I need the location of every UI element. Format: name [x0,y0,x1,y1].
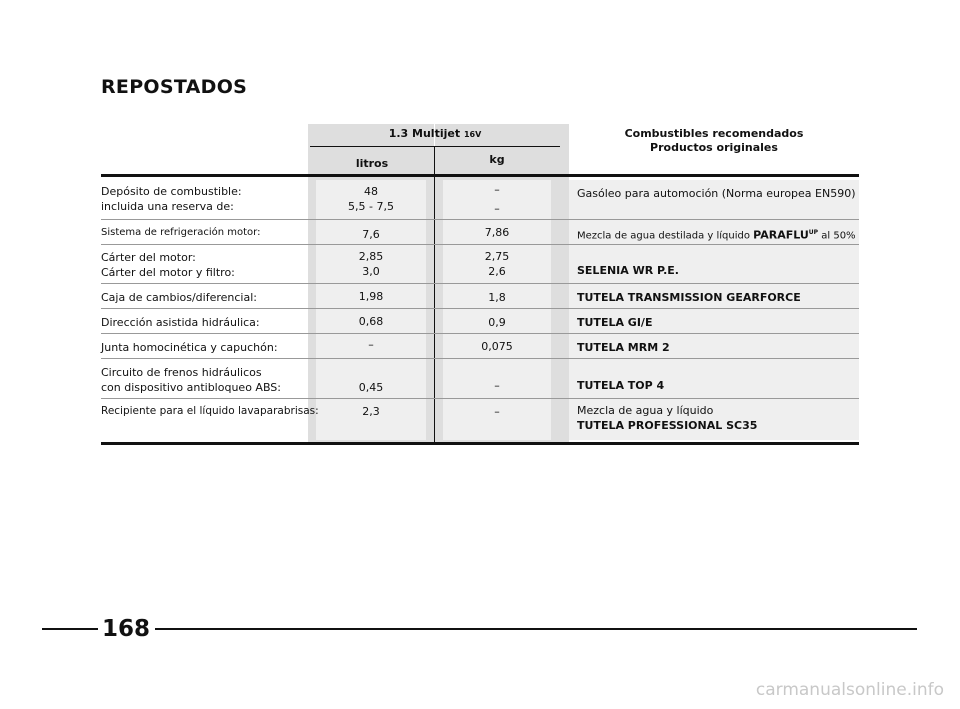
fuels-column-band [559,124,569,444]
liters-value: 7,6 [362,228,380,241]
table-bottom-rule [101,442,859,445]
fuel-value: TUTELA MRM 2 [577,341,670,354]
column-divider [434,147,435,445]
row-label: Depósito de combustible: incluida una reserva de: [101,185,242,213]
kg-value: 7,86 [484,226,510,239]
liters-value: 1,98 [358,290,384,303]
liters-value: 2,85 3,0 [358,250,384,278]
fuel-value: TUTELA TRANSMISSION GEARFORCE [577,291,801,304]
fuels-header [569,127,859,155]
page-number: 168 [102,616,151,642]
kg-header: kg [489,153,505,166]
fuels-header-line2: Productos originales [650,141,778,154]
footer-rule-left [42,628,98,630]
fuel-value: Gasóleo para automoción (Norma europea EN590) [577,187,856,200]
fuel-value: SELENIA WR P.E. [577,264,679,277]
liters-value: – [368,338,374,351]
kg-value: 0,075 [481,340,513,353]
row-divider [101,308,859,309]
engine-header-rule [310,146,560,147]
liters-header: litros [355,157,389,170]
row-label: Dirección asistida hidráulica: [101,316,260,329]
fuels-header-line1: Combustibles recomendados [624,127,804,140]
page-title: REPOSTADOS [101,76,248,98]
engine-header [310,127,560,140]
row-label: Sistema de refrigeración motor: [101,227,261,238]
row-label: Circuito de frenos hidráulicos con dispositivo antibloqueo ABS: [101,366,281,394]
kg-value: – [494,405,500,418]
row-divider [101,358,859,359]
row-divider [101,398,859,399]
watermark: carmanualsonline.info [755,680,944,700]
row-label: Junta homocinética y capuchón: [101,341,278,354]
kg-value: – [494,379,500,392]
row-label: Cárter del motor: Cárter del motor y filtro: [101,251,235,279]
liters-value: 2,3 [362,405,380,418]
fuel-value: Mezcla de agua destilada y líquido $PARAFLU^{UP}$ al 50% [577,228,856,242]
fuel-value: Mezcla de agua y líquido TUTELA PROFESSIONAL SC35 [577,404,758,432]
row-divider [101,244,859,245]
row-divider [101,283,859,284]
row-divider [101,219,859,220]
row-label: Recipiente para el líquido lavaparabrisas: [101,405,319,417]
liters-value: 0,45 [358,381,384,394]
kg-value: 1,8 [488,291,506,304]
engine-name: 1.3 Multijet [388,127,461,140]
row-divider [101,333,859,334]
fuel-value: TUTELA TOP 4 [577,379,665,392]
fuel-value: TUTELA GI/E [577,316,653,329]
kg-value: 0,9 [488,316,506,329]
row-label: Caja de cambios/diferencial: [101,291,257,304]
engine-suffix: 16V [463,130,482,139]
kg-value: – – [494,183,500,215]
header-bottom-rule [101,174,859,177]
footer-rule-right [155,628,917,630]
liters-value: 0,68 [358,315,384,328]
liters-value: 48 5,5 - 7,5 [348,185,394,213]
kg-value: 2,75 2,6 [484,250,510,278]
